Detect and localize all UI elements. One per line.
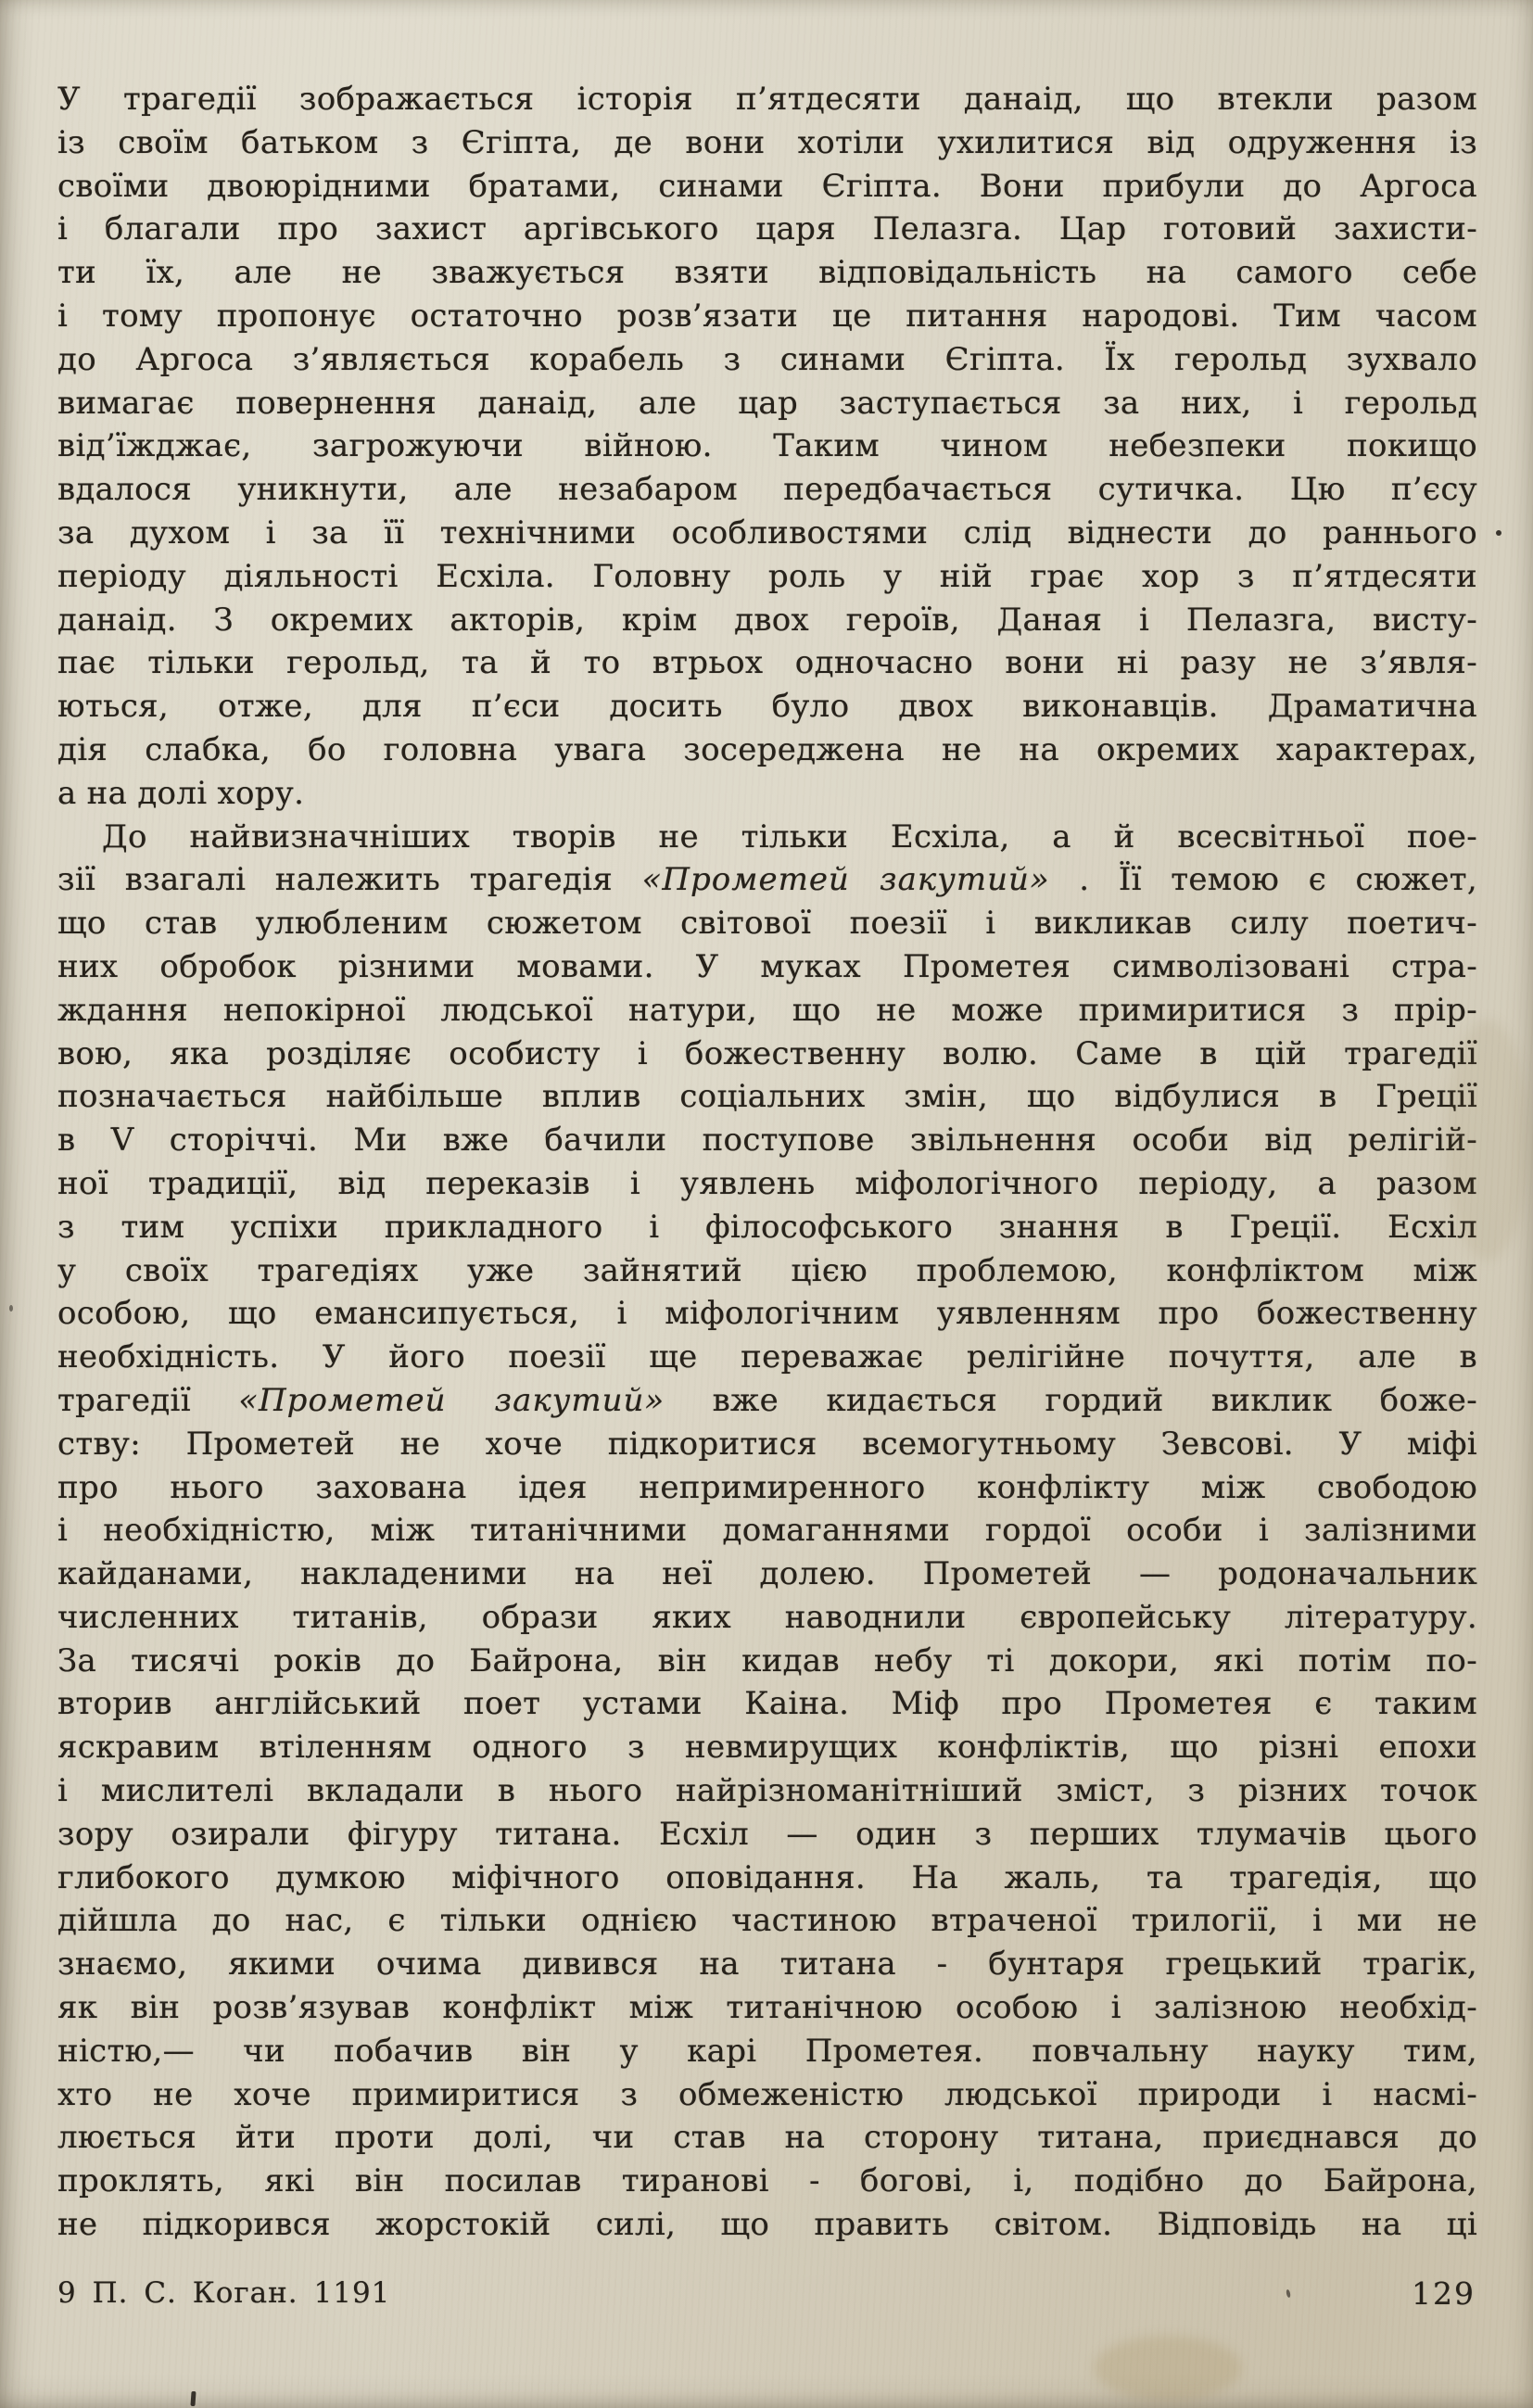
text-line: і мислителі вкладали в нього найрізноманітніший зміст, з різних точок xyxy=(57,1772,1477,1810)
text-segment: зії взагалі належить трагедія xyxy=(57,861,642,899)
text-block xyxy=(57,78,1477,2247)
title-italic-text: «Прометей закутий» xyxy=(238,1381,665,1419)
text-line: з тим успіхи прикладного і філософського знання в Греції. Есхіл xyxy=(57,1208,1477,1246)
text-line: За тисячі років до Байрона, він кидав небу ті докори, які потім по- xyxy=(57,1641,1477,1679)
text-line: До найвизначніших творів не тільки Есхіла, а й всесвітньої пое- xyxy=(102,817,1477,855)
text-line: і тому пропонує остаточно розв’язати це питання народові. Тим часом xyxy=(57,297,1477,335)
text-line: в V сторіччі. Ми вже бачили поступове звільнення особи від релігій- xyxy=(57,1122,1477,1160)
paper-stain xyxy=(1094,2336,1242,2401)
text-line: люється йти проти долі, чи став на сторону титана, приєднався до xyxy=(57,2119,1477,2157)
title-italic-text: «Прометей закутий» xyxy=(641,861,1050,899)
text-line: яскравим втіленням одного з невмирущих конфліктів, що різні епохи xyxy=(57,1729,1477,1767)
page-footer xyxy=(57,2269,1476,2317)
text-line: до Аргоса з’являється корабель з синами Єгіпта. Їх герольд зухвало xyxy=(57,340,1477,378)
text-line: у своїх трагедіях уже зайнятий цією проблемою, конфліктом між xyxy=(57,1251,1477,1289)
text-line: особою, що емансипується, і міфологічним уявленням про божественну xyxy=(57,1295,1477,1333)
text-line: пає тільки герольд, та й то втрьох одночасно вони ні разу не з’явля- xyxy=(57,644,1477,682)
text-line: данаід. З окремих акторів, крім двох героїв, Даная і Пелазга, висту- xyxy=(57,601,1477,639)
text-line: глибокого думкою міфічного оповідання. На жаль, та трагедія, що xyxy=(57,1858,1477,1896)
text-line: і благали про захист аргівського царя Пелазга. Цар готовий захисти- xyxy=(57,210,1477,248)
text-line: як він розв’язував конфлікт між титанічною особою і залізною необхід- xyxy=(57,1989,1477,2027)
text-line: ти їх, але не зважується взяти відповідальність на самого себе xyxy=(57,254,1477,292)
text-line: вторив англійський поет устами Каіна. Міф про Прометея є таким xyxy=(57,1685,1477,1723)
text-line: хто не хоче примиритися з обмеженістю людської природи і насмі- xyxy=(57,2075,1477,2113)
text-line: кайданами, накладеними на неї долею. Прометей — родоначальник xyxy=(57,1555,1477,1593)
text-line: зору озирали фігуру титана. Есхіл — один з перших тлумачів цього xyxy=(57,1815,1477,1853)
text-line: проклять, які він посилав тиранові - богові, і, подібно до Байрона, xyxy=(57,2162,1477,2200)
text-line: за духом і за її технічними особливостями слід віднести до раннього xyxy=(57,513,1477,551)
text-line: ної традиції, від переказів і уявлень міфологічного періоду, а разом xyxy=(57,1164,1477,1202)
text-line: них обробок різними мовами. У муках Прометея символізовані стра- xyxy=(57,947,1477,985)
text-line xyxy=(57,858,1477,902)
text-line: що став улюбленим сюжетом світової поезії і викликав силу поетич- xyxy=(57,905,1477,943)
text-line: знаємо, якими очима дивився на титана - бунтаря грецький трагік, xyxy=(57,1945,1477,1983)
text-line: ністю,— чи побачив він у карі Прометея. повчальну науку тим, xyxy=(57,2032,1477,2070)
text-line: ждання непокірної людської натури, що не може примиритися з прір- xyxy=(57,991,1477,1029)
text-line: дія слабка, бо головна увага зосереджена не на окремих характерах, xyxy=(57,730,1477,768)
text-line: періоду діяльності Есхіла. Головну роль у ній грає хор з п’ятдесяти xyxy=(57,557,1477,595)
text-segment: трагедії xyxy=(57,1381,239,1419)
paper-speck xyxy=(1496,530,1501,536)
paper-speck xyxy=(190,2391,196,2406)
text-line: а на долі хору. xyxy=(57,774,305,812)
text-segment: . Її темою є сюжет, xyxy=(1049,861,1477,899)
text-line: про нього захована ідея непримиренного конфлікту між свободою xyxy=(57,1468,1477,1506)
paper-speck xyxy=(9,1305,13,1312)
text-line: численних титанів, образи яких наводнили європейську літературу. xyxy=(57,1598,1477,1636)
text-line: ству: Прометей не хоче підкоритися всемогутньому Зевсові. У міфі xyxy=(57,1425,1477,1463)
text-line: У трагедії зображається історія п’ятдесяти данаід, що втекли разом xyxy=(57,81,1477,118)
text-line: із своїм батьком з Єгіпта, де вони хотіли ухилитися від одруження із xyxy=(57,123,1477,161)
text-line: вимагає повернення данаід, але цар заступається за них, і герольд xyxy=(57,384,1477,422)
text-line: від’їжджає, загрожуючи війною. Таким чином небезпеки покищо xyxy=(57,427,1477,465)
printer-signature: 9 П. С. Коган. 1191 xyxy=(57,2276,391,2310)
text-line: ються, отже, для п’єси досить було двох виконавців. Драматична xyxy=(57,688,1477,726)
text-line: вою, яка розділяє особисту і божественну волю. Саме в цій трагедії xyxy=(57,1034,1477,1072)
text-line: дійшла до нас, є тільки однією частиною втраченої трилогії, і ми не xyxy=(57,1902,1477,1940)
text-segment: вже кидається гордий виклик боже- xyxy=(665,1381,1477,1419)
text-line: і необхідністю, між титанічними домаганнями гордої особи і залізними xyxy=(57,1512,1477,1550)
text-line: не підкорився жорстокій силі, що править світом. Відповідь на ці xyxy=(57,2206,1477,2244)
page-number: 129 xyxy=(1412,2275,1476,2312)
text-line: позначається найбільше вплив соціальних змін, що відбулися в Греції xyxy=(57,1078,1477,1116)
text-line: необхідність. У його поезії ще переважає релігійне почуття, але в xyxy=(57,1338,1477,1376)
text-line: вдалося уникнути, але незабаром передбачається сутичка. Цю п’єсу xyxy=(57,471,1477,509)
text-line: своїми двоюрідними братами, синами Єгіпта. Вони прибули до Аргоса xyxy=(57,167,1477,205)
text-line xyxy=(57,1379,1477,1423)
paper-stain xyxy=(1446,1020,1529,1261)
